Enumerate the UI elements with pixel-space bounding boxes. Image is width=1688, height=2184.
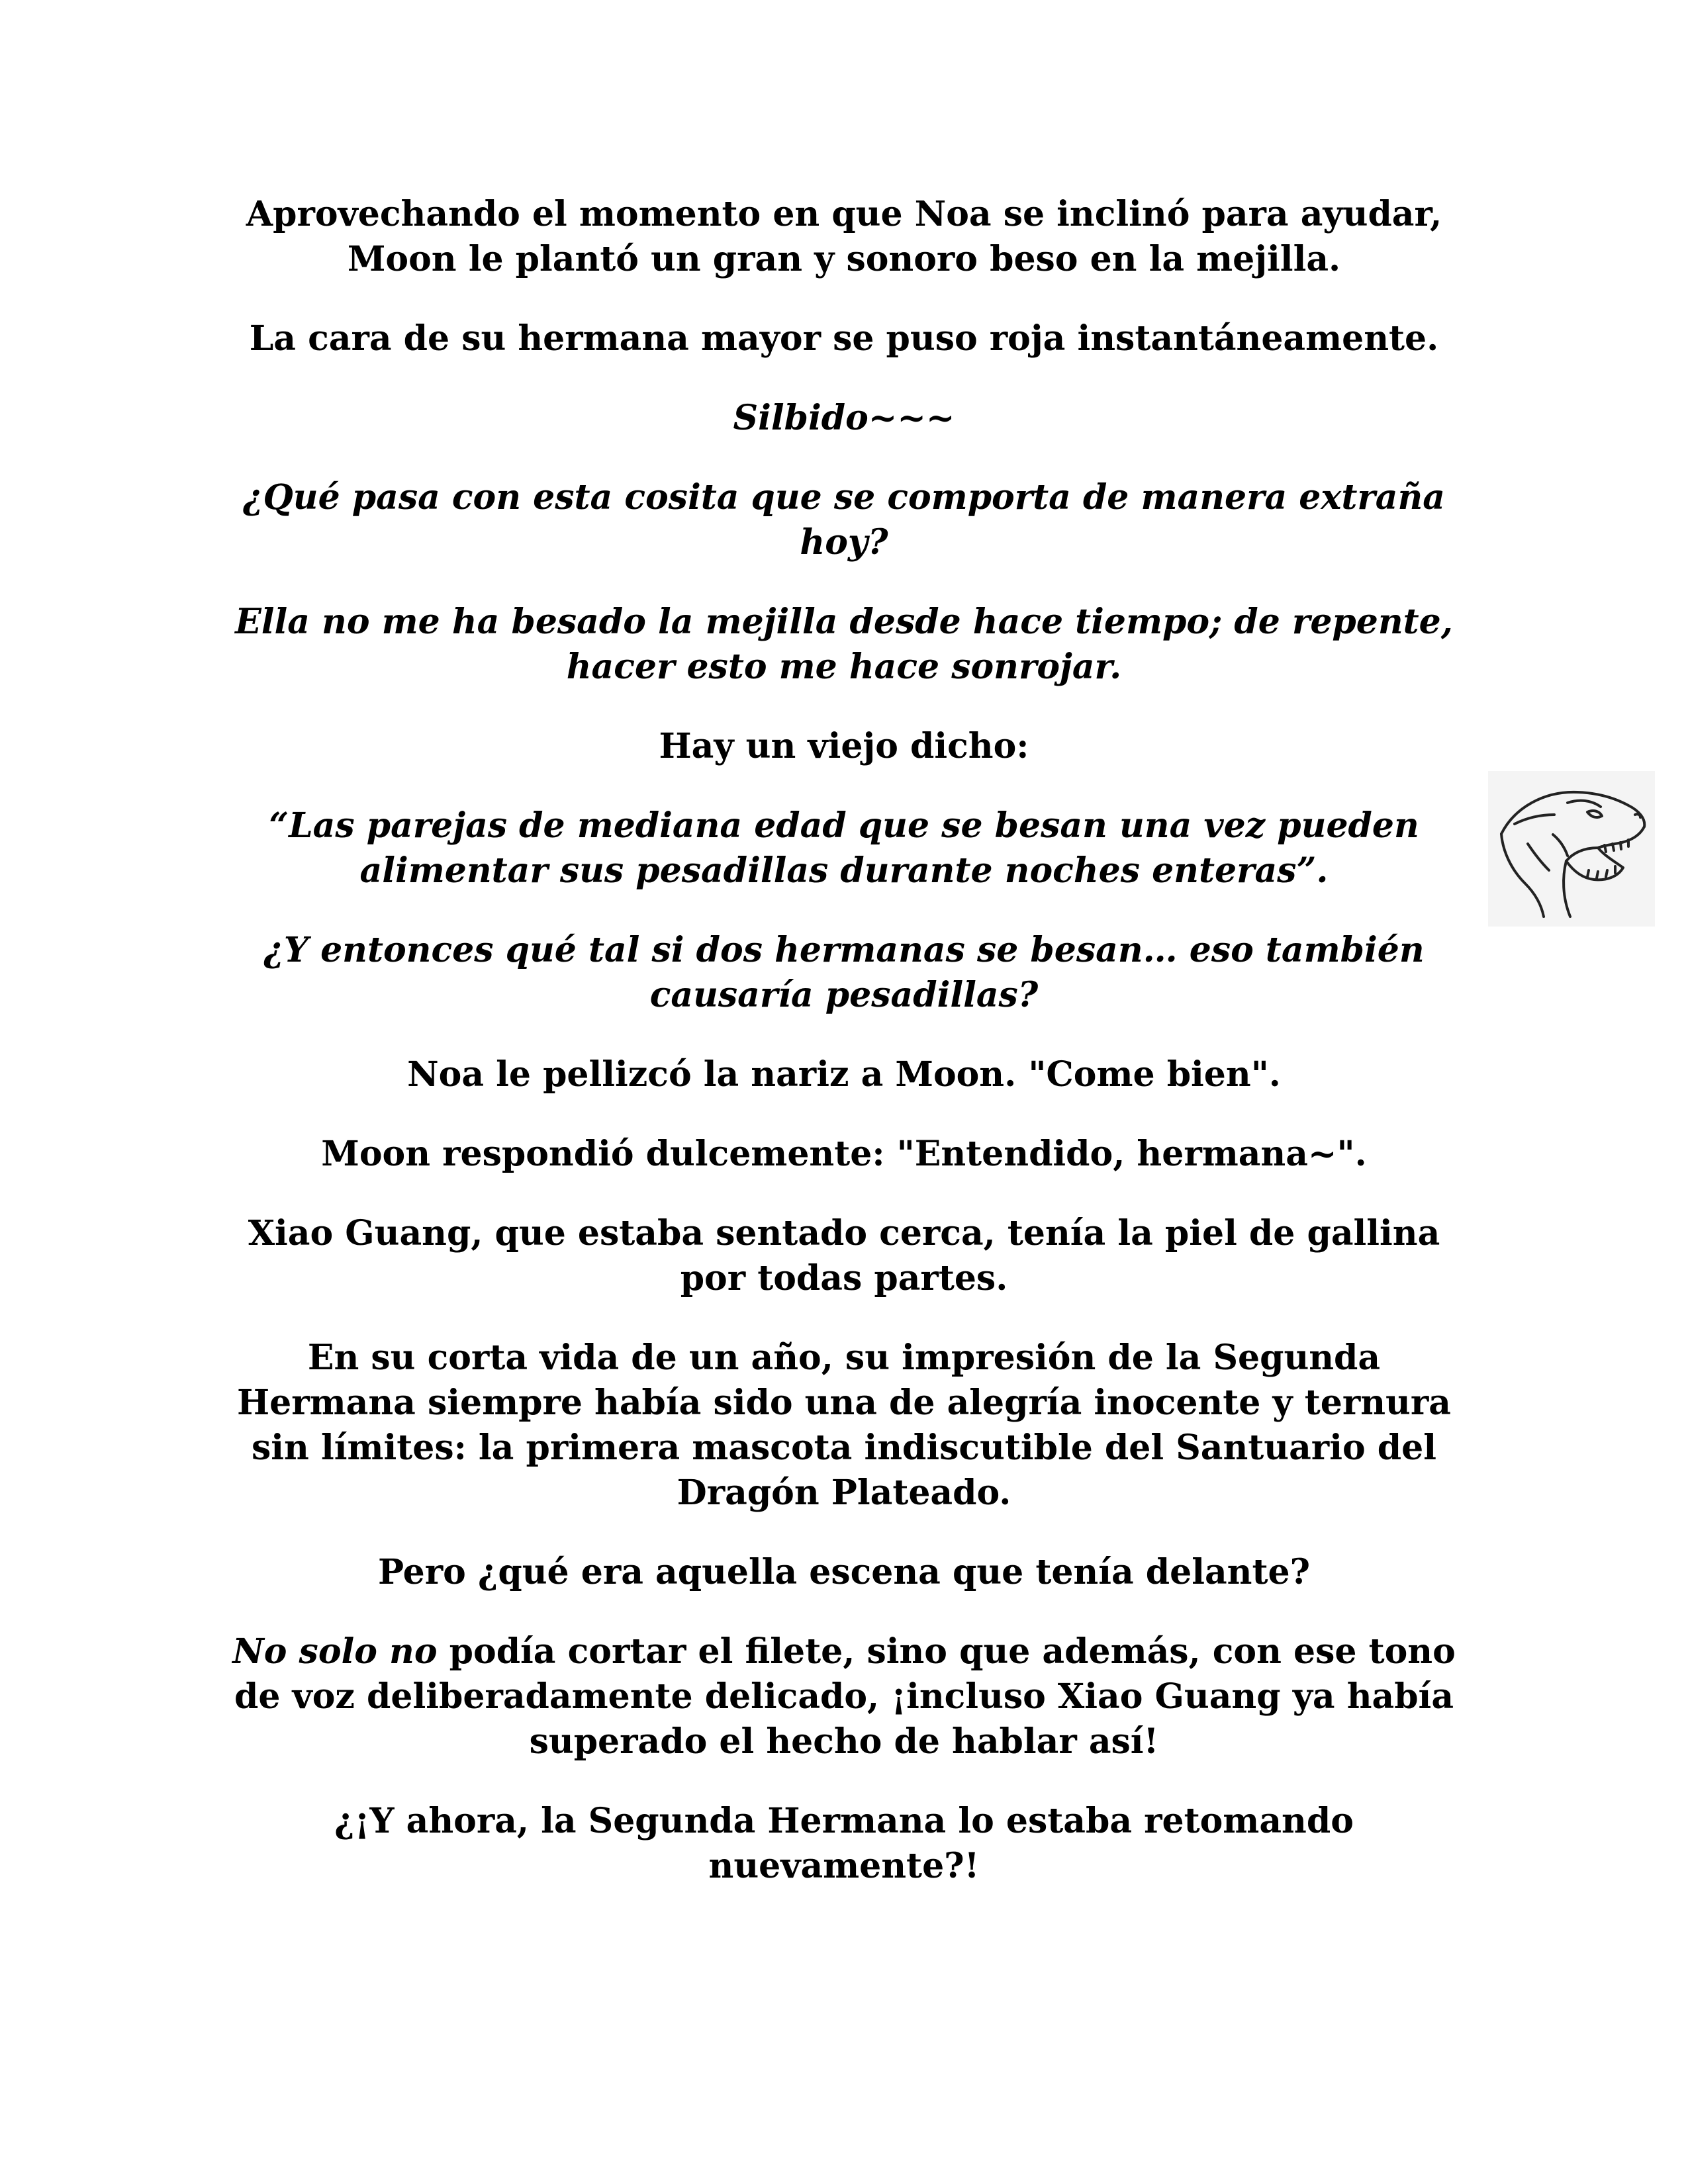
dinosaur-head-drawing (1488, 771, 1655, 927)
document-body (225, 192, 1463, 1923)
paragraph-7: “Las parejas de mediana edad que se besan una vez pueden alimentar sus pesadillas durante noches enteras”. (269, 805, 1419, 891)
paragraph-13: Pero ¿qué era aquella escena que tenía delante? (377, 1552, 1311, 1592)
paragraph-10: Moon respondió dulcemente: "Entendido, hermana~". (321, 1134, 1367, 1174)
paragraph-15: ¿¡Y ahora, la Segunda Hermana lo estaba retomando nuevamente?! (334, 1801, 1354, 1886)
paragraph-8: ¿Y entonces qué tal si dos hermanas se besan… eso también causaría pesadillas? (263, 930, 1425, 1015)
paragraph-1: Aprovechando el momento en que Noa se inclinó para ayudar, Moon le plantó un gran y sonoro beso en la mejilla. (246, 194, 1442, 279)
paragraph-11: Xiao Guang, que estaba sentado cerca, tenía la piel de gallina por todas partes. (248, 1213, 1440, 1298)
paragraph-12: En su corta vida de un año, su impresión de la Segunda Hermana siempre había sido una de alegría inocente y ternura sin límites: la primera mascota indiscutible del Santuario del Dragón Plateado. (237, 1338, 1451, 1513)
paragraph-5: Ella no me ha besado la mejilla desde hace tiempo; de repente, hacer esto me hace sonrojar. (235, 602, 1453, 687)
paragraph-14-italic: No solo no (232, 1631, 438, 1672)
paragraph-6: Hay un viejo dicho: (659, 726, 1029, 766)
paragraph-14 (225, 1629, 1463, 1764)
dinosaur-head-sketch-icon (1488, 771, 1655, 927)
paragraph-2: La cara de su hermana mayor se puso roja instantáneamente. (249, 318, 1439, 359)
paragraph-4: ¿Qué pasa con esta cosita que se comporta de manera extraña hoy? (243, 477, 1445, 563)
paragraph-14-rest: podía cortar el filete, sino que además, con ese tono de voz deliberadamente delicado, ¡incluso Xiao Guang ya había superado el hecho de hablar así! (234, 1631, 1456, 1762)
paragraph-3: Silbido~~~ (733, 398, 955, 438)
paragraph-9: Noa le pellizcó la nariz a Moon. "Come bien". (407, 1054, 1281, 1095)
